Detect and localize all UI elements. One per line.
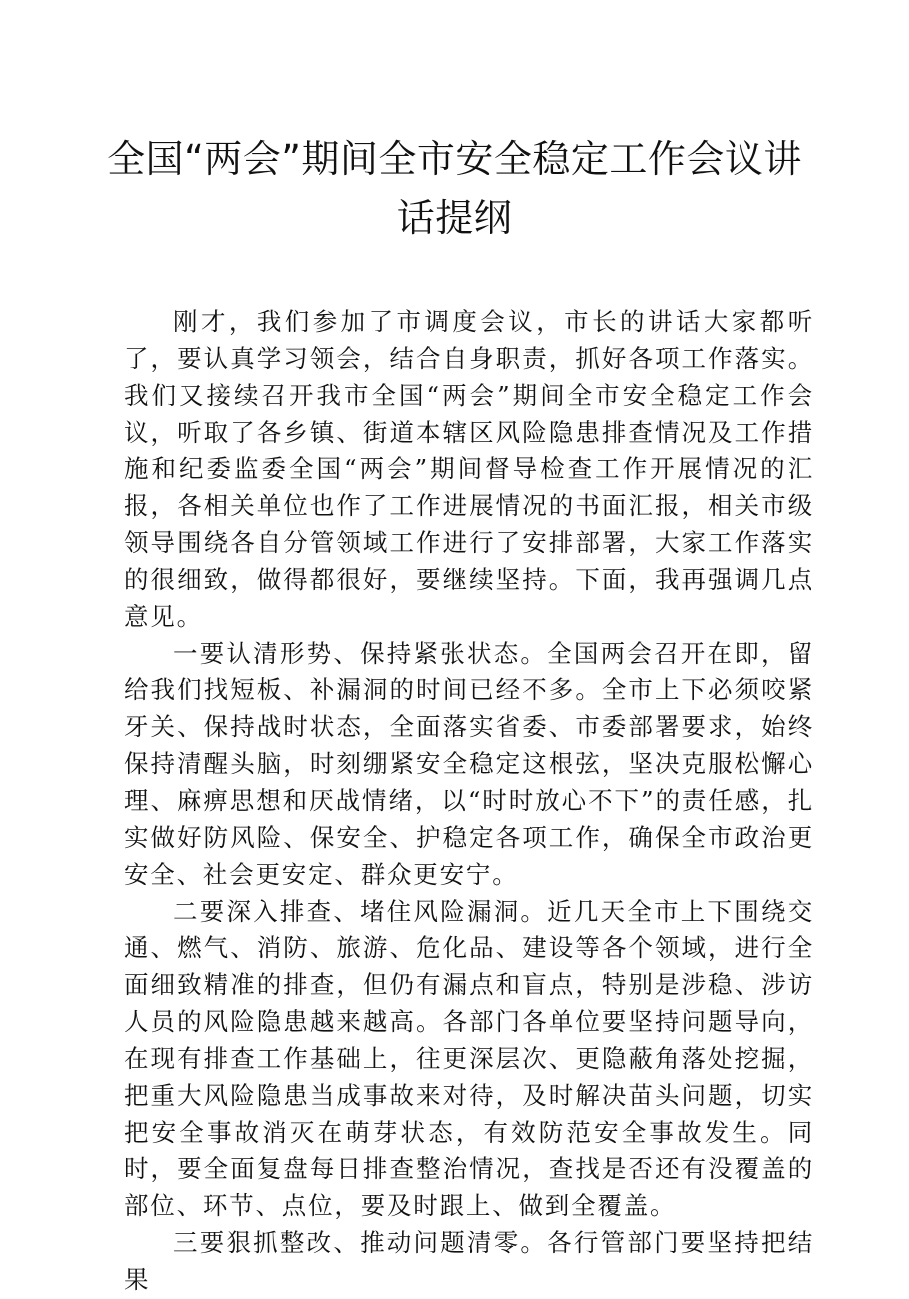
document-title: 全国“两会”期间全市安全稳定工作会议讲话提纲 bbox=[107, 137, 802, 240]
paragraph-point-two: 二要深入排查、堵住风险漏洞。近几天全市上下围绕交通、燃气、消防、旅游、危化品、建设等各个领域，进行全面细致精准的排查，但仍有漏点和盲点，特别是涉稳、涉访人员的风险隐患越来越高。各部门各单位要坚持问题导向，在现有排查工作基础上，往更深层次、更隐蔽角落处挖掘，把重大风险隐患当成事故来对待，及时解决苗头问题，切实把安全事故消灭在萌芽状态，有效防范安全事故发生。同时，要全面复盘每日排查整治情况，查找是否还有没覆盖的部位、环节、点位，要及时跟上、做到全覆盖。 bbox=[124, 896, 814, 1221]
paragraph-opening: 刚才，我们参加了市调度会议，市长的讲话大家都听了，要认真学习领会，结合自身职责，抓好各项工作落实。我们又接续召开我市全国“两会”期间全市安全稳定工作会议，听取了各乡镇、街道本辖区风险隐患排查情况及工作措施和纪委监委全国“两会”期间督导检查工作开展情况的汇报，各相关单位也作了工作进展情况的书面汇报，相关市级领导围绕各自分管领域工作进行了安排部署，大家工作落实的很细致，做得都很好，要继续坚持。下面，我再强调几点意见。 bbox=[124, 307, 814, 631]
document-body bbox=[124, 304, 814, 1299]
paragraph-point-three: 三要狠抓整改、推动问题清零。各行管部门要坚持把结果 bbox=[124, 1228, 814, 1294]
paragraph-point-one: 一要认清形势、保持紧张状态。全国两会召开在即，留给我们找短板、补漏洞的时间已经不多。全市上下必须咬紧牙关、保持战时状态，全面落实省委、市委部署要求，始终保持清醒头脑，时刻绷紧安全稳定这根弦，坚决克服松懈心理、麻痹思想和厌战情绪，以“时时放心不下”的责任感，扎实做好防风险、保安全、护稳定各项工作，确保全市政治更安全、社会更安定、群众更安宁。 bbox=[124, 638, 814, 889]
